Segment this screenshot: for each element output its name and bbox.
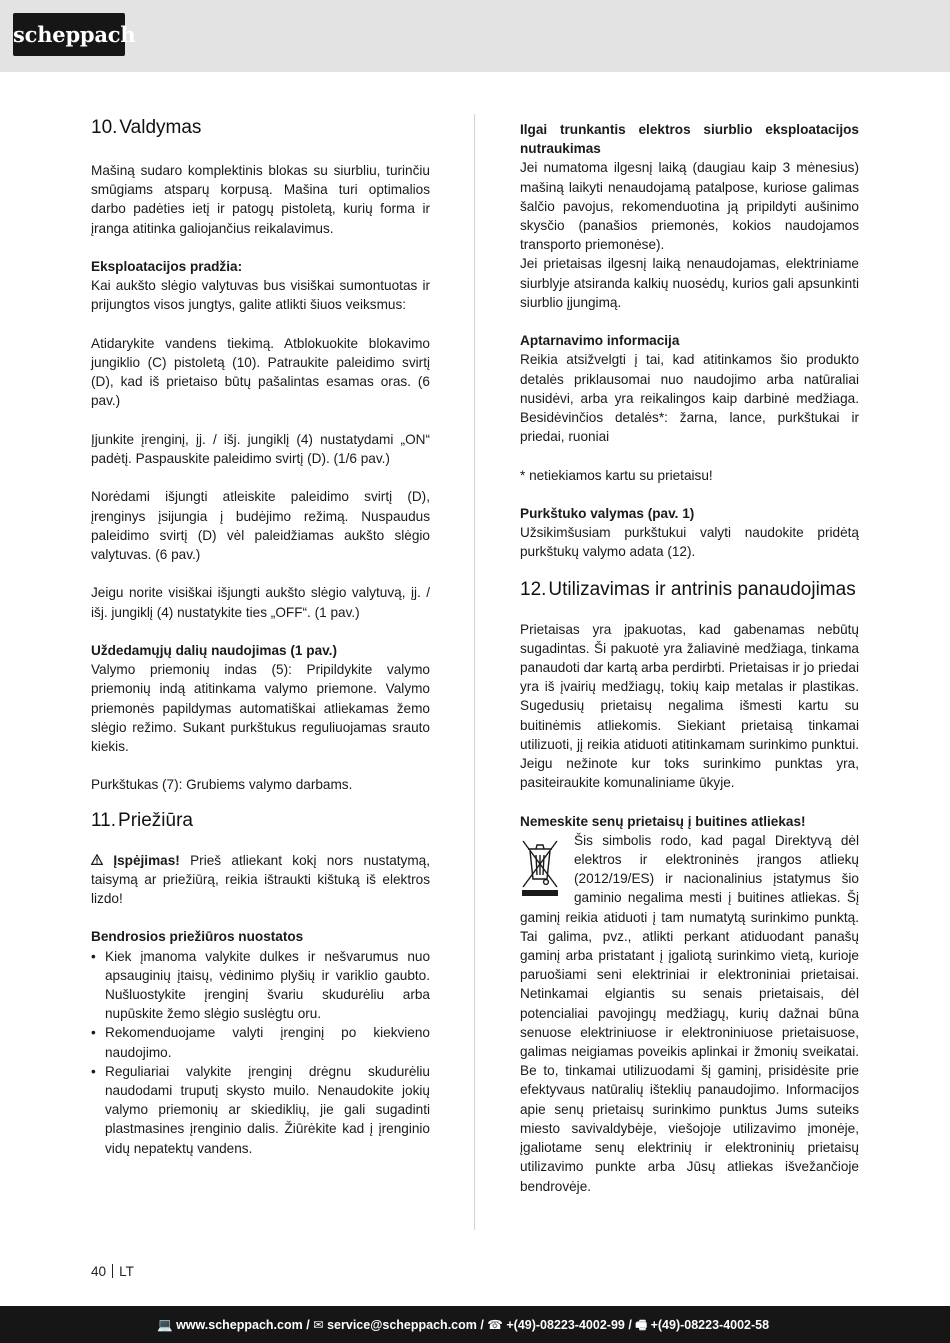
mail-icon: ✉ (313, 1318, 324, 1332)
weee-paragraph: Šis simbolis rodo, kad pagal Direktyvą dėl elektros ir elektroninės įrangos atliekų (2012/19/ES) ir nacionalinius įstatymus šio gaminio negalima mesti į buitines atliekas. Šį gaminį reikia atiduoti į tam numatytą surinkimo punktą. Tai galima, pvz., atlikti perkant atiduodant panašų gaminį arba pristatant į įgaliotą surinkimo vietą, kurioje paruošiami seni elektriniai ir elektroniniai prietaisai. Netinkamai elgiantis su senais prietaisais, dėl potencialiai pavojingų medžiagų, kurių dažnai būna senuose elektriniuose ir elektroniniuose prietaisuose, galimas neigiamas poveikis aplinkai ir žmonių sveikatai. Be to, tinkamai utilizuodami šį gaminį, prisidėsite prie efektyvaus natūralių išteklių panaudojimo. Informacijos apie senų prietaisų surinkimo punktus Jums suteiks miesto savivaldybėje, viešojoje utilizavimo įmonėje, įgaliotame senų elektrinių ir elektroninių prietaisų utilizavimo punkte arba Jūsų atliekas išvežančioje bendrovėje. (520, 832, 859, 1194)
footer-email[interactable]: service@scheppach.com (327, 1318, 477, 1332)
page-language: LT (119, 1264, 134, 1279)
section-title: Valdymas (119, 117, 202, 138)
footer-fax: +(49)-08223-4002-58 (650, 1318, 770, 1332)
weee-heading: Nemeskite senų prietaisų į buitines atliekas! (520, 813, 806, 829)
footer-website[interactable]: www.scheppach.com (176, 1318, 303, 1332)
crossed-bin-icon (520, 837, 564, 899)
warning-text: Prieš atliekant kokį nors nustatymą, taisymą ar priežiūrą, reikia ištraukti kištuką iš elektros lizdo! (91, 852, 431, 906)
footer-separator: / (476, 1318, 488, 1332)
computer-icon: 💻 (157, 1318, 173, 1332)
nozzle-paragraph: Purkštukas (7): Grubiems valymo darbams. (91, 777, 353, 793)
section-title: Priežiūra (118, 809, 193, 831)
section-number: 12. (520, 578, 547, 600)
page-number (91, 1264, 134, 1279)
maintenance-list (91, 947, 430, 1158)
fax-icon: 🖷 (635, 1318, 648, 1332)
section-number: 11. (91, 809, 117, 831)
disposal-paragraph: Prietaisas yra įpakuotas, kad gabenamas nebūtų sugadintas. Ši pakuotė yra žaliavinė medžiaga, tinkama panaudoti dar kartą arba perdirbti. Prietaisas ir jo priedai yra iš įvairių medžiagų, tokių kaip metalas ir plastikas. Sugedusių prietaisų negalima išmesti kartu su buitinėmis atliekomis. Siekiant prietaisą tinkamai utilizuoti, jį reikia atiduoti atitinkamam surinkimo punktui. Jeigu nežinote kur toks surinkimo punktas yra, pasiteiraukite komunaliniame ūkyje. (520, 621, 859, 791)
off-paragraph: Norėdami išjungti atleiskite paleidimo svirtį (D), įrenginys įsijungia į budėjimo režimą. Nuspaudus paleidimo svirtį (D) vėl paleidžiamas aukšto slėgio valytuvas. (6 pav.) (91, 489, 430, 562)
footer-separator: / (302, 1318, 314, 1332)
parts-heading: Uždedamųjų dalių naudojimas (1 pav.) (91, 642, 337, 658)
warning-triangle-icon (91, 851, 103, 870)
page-number-separator (112, 1264, 113, 1278)
nozzle-cleaning-paragraph: Užsikimšusiam purkštukui valyti naudokite pridėtą purkštukų valymo adata (12). (520, 525, 859, 560)
footer-separator: / (624, 1318, 636, 1332)
longterm-heading: Ilgai trunkantis elektros siurblio eksploatacijos nutraukimas (520, 122, 859, 157)
list-item: • Rekomenduojame valyti įrenginį po kiekvieno naudojimo. (91, 1023, 430, 1061)
warning-label: Įspėjimas! (113, 852, 180, 868)
on-paragraph: Įjunkite įrenginį, įj. / išj. jungiklį (4) nustatydami „ON“ padėtį. Paspauskite paleidimo svirtį (D). (1/6 pav.) (91, 431, 430, 466)
section-11-heading (91, 811, 430, 831)
section-12-heading (520, 580, 859, 600)
list-item: • Kiek įmanoma valykite dulkes ir nešvarumus nuo apsauginių įtaisų, vėdinimo plyšių ir variklio gaubto. Nušluostykite įrenginį švariu skudurėliu arba nupūskite žemo slėgio suslėgtu oru. (91, 947, 430, 1024)
intro-paragraph: Mašiną sudaro komplektinis blokas su siurbliu, turinčiu smūgiams atsparų korpusą. Mašina turi optimalios darbo padėties ietį ir patogų pistoletą, kurių forma ir įranga atitinka galiojančius reikalavimus. (91, 163, 430, 236)
service-note: * netiekiamos kartu su prietaisu! (520, 467, 713, 483)
service-heading: Aptarnavimo informacija (520, 333, 680, 349)
phone-icon: ☎ (487, 1318, 503, 1332)
column-divider (474, 114, 475, 1230)
water-paragraph: Atidarykite vandens tiekimą. Atblokuokite blokavimo jungiklio (C) pistoletą (10). Patraukite paleidimo svirtį (D), kad iš prietaiso būtų pašalintas esamas oras. (6 pav.) (91, 335, 430, 409)
footer-bar (0, 1306, 950, 1343)
general-heading: Bendrosios priežiūros nuostatos (91, 929, 304, 945)
footer-phone: +(49)-08223-4002-99 (506, 1318, 625, 1332)
list-item: • Reguliariai valykite įrenginį drėgnu skudurėliu naudodami truputį skysto muilo. Nenaudokite jokių valymo priemonių ar skiediklių, jie gali sugadinti plastmasines įrenginio dalis. Žiūrėkite kad į įrenginio vidų nepatektų vandens. (91, 1062, 430, 1158)
warning-paragraph (91, 851, 430, 909)
section-10-heading (91, 118, 430, 138)
scheppach-logo: scheppach (13, 13, 125, 56)
section-title: Utilizavimas ir antrinis panaudojimas (548, 578, 856, 600)
longterm-paragraph-1: Jei numatoma ilgesnį laiką (daugiau kaip 3 mėnesius) mašiną laikyti nenaudojamą patalpose, kuriose galimas šalčio pavojus, rekomenduotina ją pripildyti aušinimo skysčio (panašios priemonės, kokios naudojamos transporto priemonėse). (520, 160, 859, 253)
start-heading: Eksploatacijos pradžia: (91, 259, 243, 274)
weee-block (520, 831, 859, 1196)
footer-contacts (157, 1316, 769, 1337)
left-column (91, 118, 430, 1158)
right-column (520, 120, 859, 1196)
section-number: 10. (91, 117, 118, 138)
parts-paragraph: Valymo priemonių indas (5): Pripildykite valymo priemonių indą atitinkama valymo priemone. Valymo priemonės papildymas automatiškai atliekamas žemo slėgio režimo. Sukant purkštukus reguliuojamas srauto kiekis. (91, 662, 430, 754)
start-paragraph: Kai aukšto slėgio valytuvas bus visiškai sumontuotas ir prijungtos visos jungtys, galite atlikti šiuos veiksmus: (91, 278, 430, 313)
full-off-paragraph: Jeigu norite visiškai išjungti aukšto slėgio valytuvą, įj. / išj. jungiklį (4) nustatykite ties „OFF“. (1 pav.) (91, 585, 430, 620)
service-paragraph: Reikia atsižvelgti į tai, kad atitinkamos šio produkto detalės priklausomai nuo naudojimo arba natūraliai nusidėvi, arba yra reikalingos kaip darbinė medžiaga. Besidėvinčios detalės*: žarna, lance, purkštukai ir priedai, ruoniai (520, 352, 859, 445)
header-band (0, 0, 950, 72)
page-number-value: 40 (91, 1264, 107, 1279)
longterm-paragraph-2: Jei prietaisas ilgesnį laiką nenaudojamas, elektriniame siurblyje atsiranda kalkių nuosėdų, kurios gali apsunkinti siurblio įjungimą. (520, 256, 859, 310)
nozzle-cleaning-heading: Purkštuko valymas (pav. 1) (520, 506, 695, 522)
